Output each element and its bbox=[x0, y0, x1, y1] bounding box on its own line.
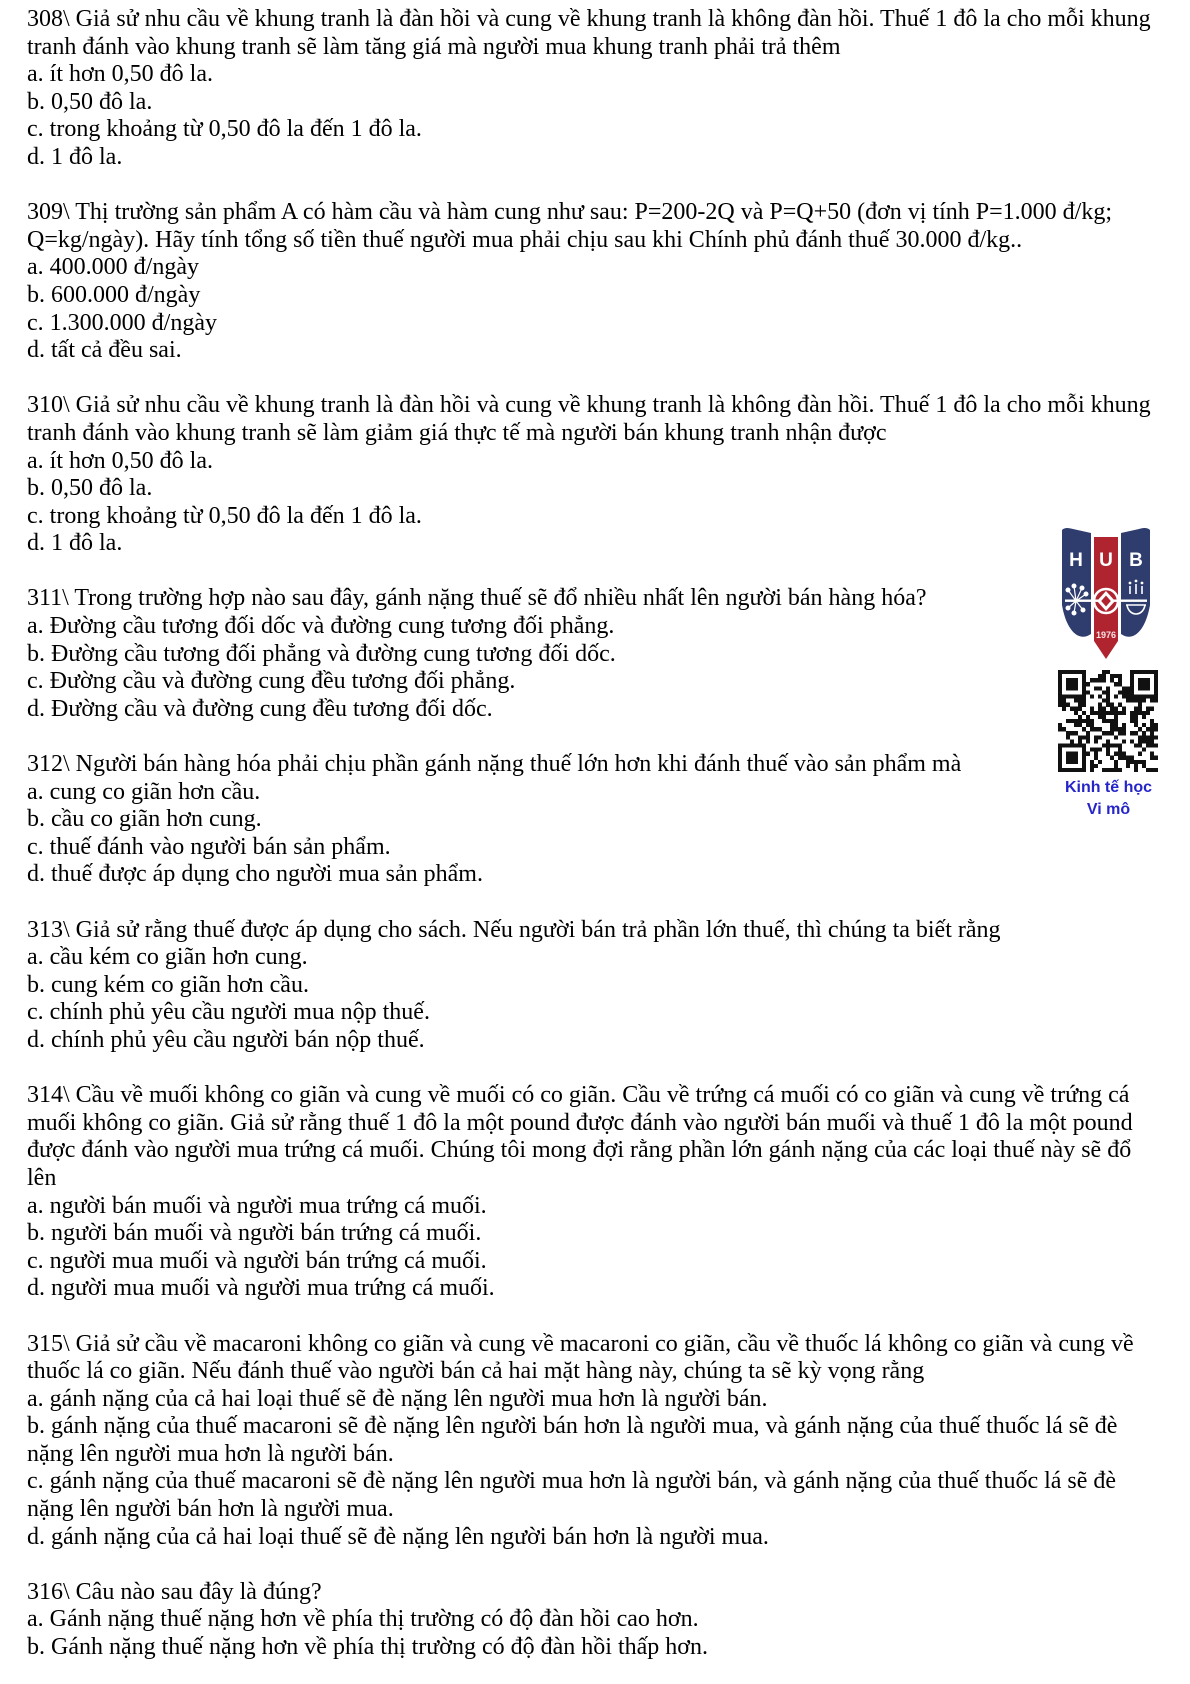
text-line: a. người bán muối và người mua trứng cá muối. bbox=[27, 1192, 487, 1219]
text-line: Q=kg/ngày). Hãy tính tổng số tiền thuế người mua phải chịu sau khi Chính phủ đánh thuế 30.000 đ/kg.. bbox=[27, 226, 1023, 253]
text-line: d. 1 đô la. bbox=[27, 530, 123, 557]
text-line: a. Đường cầu tương đối dốc và đường cung tương đối phẳng. bbox=[27, 613, 615, 640]
text-line: 309\ Thị trường sản phẩm A có hàm cầu và hàm cung như sau: P=200-2Q và P=Q+50 (đơn vị tính P=1.000 đ/kg; bbox=[27, 199, 1113, 226]
text-line: b. Đường cầu tương đối phẳng và đường cung tương đối dốc. bbox=[27, 640, 616, 667]
text-line: lên bbox=[27, 1164, 57, 1191]
qr-code bbox=[1058, 670, 1158, 772]
text-line: a. cung co giãn hơn cầu. bbox=[27, 778, 261, 805]
text-line: muối không co giãn. Giả sử rằng thuế 1 đô la một pound được đánh vào người bán muối và thuế 1 đô la một pound bbox=[27, 1109, 1133, 1136]
question-312 bbox=[27, 751, 1190, 889]
text-line: c. Đường cầu và đường cung đều tương đối phẳng. bbox=[27, 668, 516, 695]
text-line: a. gánh nặng của cả hai loại thuế sẽ đè nặng lên người mua hơn là người bán. bbox=[27, 1385, 768, 1412]
text-line: a. Gánh nặng thuế nặng hơn về phía thị trường có độ đàn hồi cao hơn. bbox=[27, 1606, 699, 1633]
question-308 bbox=[27, 6, 1190, 172]
logo-year: 1976 bbox=[1095, 630, 1117, 640]
text-line: c. người mua muối và người bán trứng cá muối. bbox=[27, 1247, 487, 1274]
question-314 bbox=[27, 1082, 1190, 1303]
text-line: c. 1.300.000 đ/ngày bbox=[27, 309, 217, 336]
text-line: tranh đánh vào khung tranh sẽ làm giảm giá thực tế mà người bán khung tranh nhận được bbox=[27, 419, 887, 446]
text-line: tranh đánh vào khung tranh sẽ làm tăng giá mà người mua khung tranh phải trả thêm bbox=[27, 33, 841, 60]
text-line: a. ít hơn 0,50 đô la. bbox=[27, 61, 213, 88]
text-line: a. ít hơn 0,50 đô la. bbox=[27, 447, 213, 474]
text-line: 314\ Cầu về muối không co giãn và cung về muối có co giãn. Cầu về trứng cá muối có co giãn và cung về trứng cá bbox=[27, 1082, 1130, 1109]
text-line: 311\ Trong trường hợp nào sau đây, gánh nặng thuế sẽ đổ nhiều nhất lên người bán hàng hóa? bbox=[27, 585, 927, 612]
question-311 bbox=[27, 585, 1190, 723]
text-line: d. 1 đô la. bbox=[27, 143, 123, 170]
text-line: nặng lên người mua hơn là người bán. bbox=[27, 1440, 394, 1467]
text-line: b. 600.000 đ/ngày bbox=[27, 281, 201, 308]
text-line: 308\ Giả sử nhu cầu về khung tranh là đàn hồi và cung về khung tranh là không đàn hồi. Thuế 1 đô la cho mỗi khung bbox=[27, 6, 1151, 32]
text-line: a. cầu kém co giãn hơn cung. bbox=[27, 944, 308, 971]
qr-caption-course: Vi mô bbox=[1086, 801, 1131, 818]
text-line: b. cung kém co giãn hơn cầu. bbox=[27, 971, 309, 998]
text-line: c. trong khoảng từ 0,50 đô la đến 1 đô la. bbox=[27, 116, 422, 143]
questions-list bbox=[27, 6, 1190, 1684]
text-line: a. 400.000 đ/ngày bbox=[27, 254, 199, 281]
text-line: 315\ Giả sử cầu về macaroni không co giãn và cung về macaroni co giãn, cầu về thuốc lá không co giãn và cung về bbox=[27, 1330, 1134, 1357]
question-310 bbox=[27, 392, 1190, 558]
text-line: 310\ Giả sử nhu cầu về khung tranh là đàn hồi và cung về khung tranh là không đàn hồi. Thuế 1 đô la cho mỗi khung bbox=[27, 392, 1151, 419]
question-313 bbox=[27, 917, 1190, 1055]
text-line: d. Đường cầu và đường cung đều tương đối dốc. bbox=[27, 695, 493, 722]
text-line: c. trong khoảng từ 0,50 đô la đến 1 đô la. bbox=[27, 502, 422, 529]
text-line: b. 0,50 đô la. bbox=[27, 475, 153, 502]
text-line: c. chính phủ yêu cầu người mua nộp thuế. bbox=[27, 999, 430, 1026]
logo-letter-b: B bbox=[1129, 550, 1143, 571]
text-line: được đánh vào người mua trứng cá muối. Chúng tôi mong đợi rằng phần lớn gánh nặng của các loại thuế này sẽ đổ bbox=[27, 1137, 1132, 1164]
qr-caption-subject: Kinh tế học bbox=[1064, 779, 1153, 796]
text-line: c. gánh nặng của thuế macaroni sẽ đè nặng lên người mua hơn là người bán, và gánh nặng của thuế thuốc lá sẽ đè bbox=[27, 1468, 1117, 1495]
text-line: c. thuế đánh vào người bán sản phẩm. bbox=[27, 833, 391, 860]
text-line: 312\ Người bán hàng hóa phải chịu phần gánh nặng thuế lớn hơn khi đánh thuế vào sản phẩm mà bbox=[27, 751, 962, 778]
text-line: thuốc lá co giãn. Nếu đánh thuế vào người bán cả hai mặt hàng này, chúng ta sẽ kỳ vọng rằng bbox=[27, 1358, 925, 1385]
text-line: d. người mua muối và người mua trứng cá muối. bbox=[27, 1275, 495, 1302]
text-line: d. gánh nặng của cả hai loại thuế sẽ đè nặng lên người bán hơn là người mua. bbox=[27, 1523, 769, 1550]
text-line: nặng lên người bán hơn là người mua. bbox=[27, 1496, 394, 1523]
logo-letter-h: H bbox=[1069, 550, 1083, 571]
text-line: 313\ Giả sử rằng thuế được áp dụng cho sách. Nếu người bán trả phần lớn thuế, thì chúng ta biết rằng bbox=[27, 916, 1001, 943]
text-line: b. gánh nặng của thuế macaroni sẽ đè nặng lên người bán hơn là người mua, và gánh nặng của thuế thuốc lá sẽ đè bbox=[27, 1413, 1118, 1440]
text-line: d. chính phủ yêu cầu người bán nộp thuế. bbox=[27, 1026, 425, 1053]
text-line: b. Gánh nặng thuế nặng hơn về phía thị trường có độ đàn hồi thấp hơn. bbox=[27, 1634, 708, 1661]
hub-logo bbox=[1060, 523, 1152, 663]
text-line: b. 0,50 đô la. bbox=[27, 88, 153, 115]
question-315 bbox=[27, 1331, 1190, 1552]
question-316 bbox=[27, 1579, 1190, 1662]
text-line: d. tất cả đều sai. bbox=[27, 337, 182, 364]
text-line: b. cầu co giãn hơn cung. bbox=[27, 806, 262, 833]
hub-shield-icon bbox=[1060, 523, 1152, 663]
text-line: b. người bán muối và người bán trứng cá muối. bbox=[27, 1220, 482, 1247]
text-line: 316\ Câu nào sau đây là đúng? bbox=[27, 1578, 322, 1605]
logo-letter-u: U bbox=[1099, 550, 1113, 571]
question-309 bbox=[27, 199, 1190, 365]
lotus-emblem-icon bbox=[1094, 589, 1118, 613]
text-line: d. thuế được áp dụng cho người mua sản phẩm. bbox=[27, 861, 483, 888]
